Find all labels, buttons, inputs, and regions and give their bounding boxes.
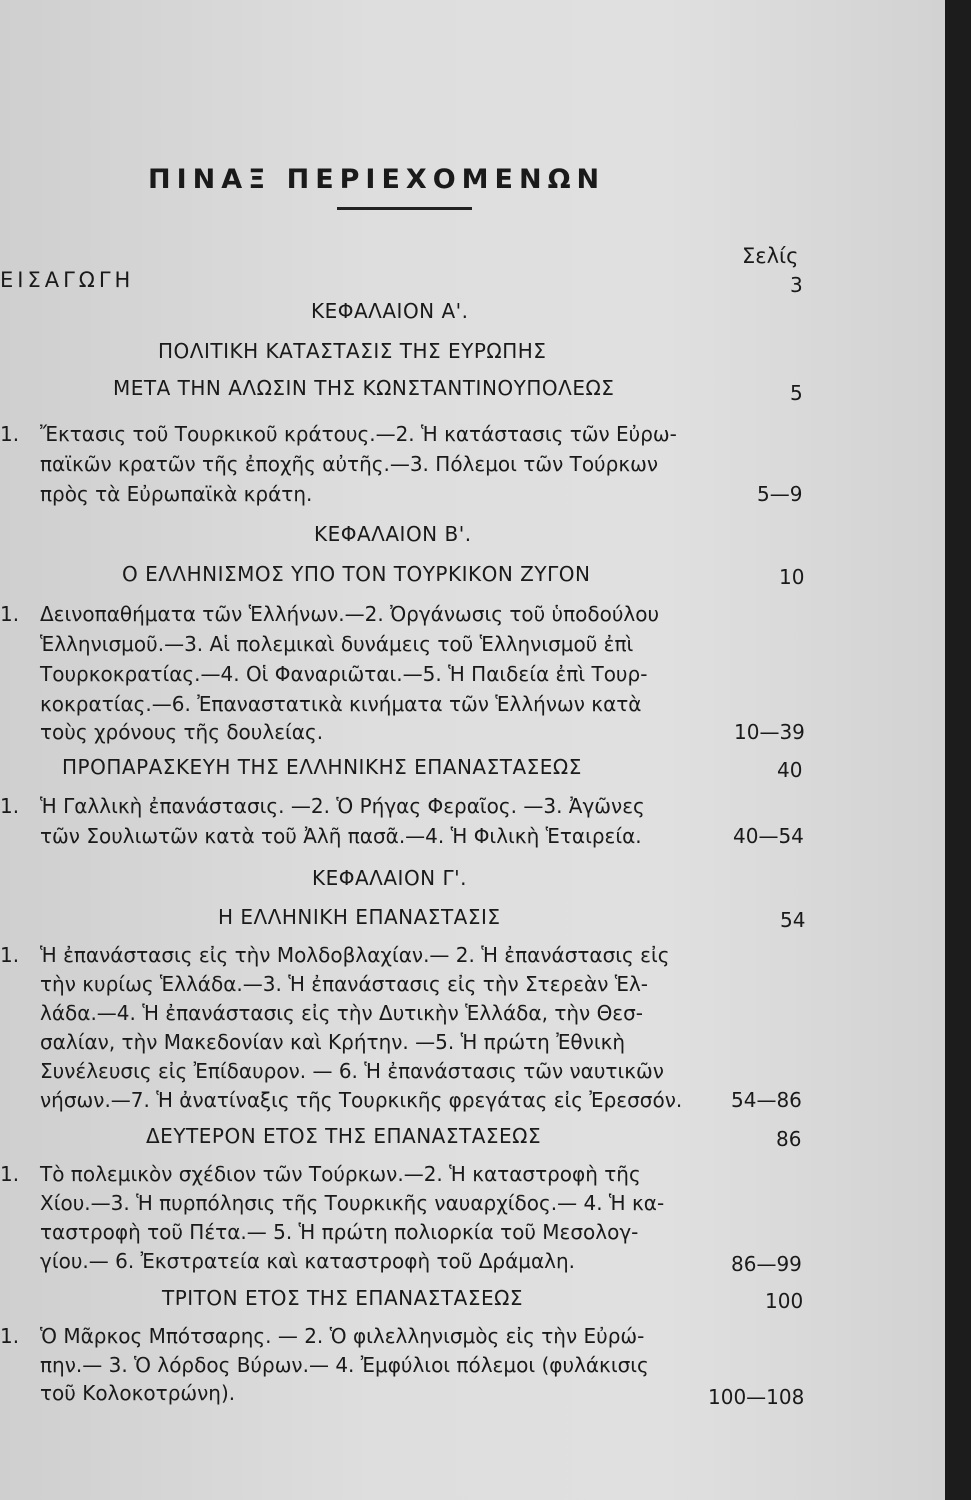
- page-title: ΠΙΝΑΞ ΠΕΡΙΕΧΟΜΕΝΩΝ: [148, 164, 606, 195]
- chapter-c-title: Η ΕΛΛΗΝΙΚΗ ΕΠΑΝΑΣΤΑΣΙΣ: [218, 905, 501, 929]
- preparation-line: Ἡ Γαλλικὴ ἐπανάστασις. —2. Ὁ Ρήγας Φεραῖος. —3. Ἀγῶνες: [40, 794, 645, 818]
- second-year-line: Χίου.—3. Ἡ πυρπόλησις τῆς Τουρκικῆς ναυαρχίδος.— 4. Ἡ κα-: [40, 1191, 665, 1215]
- chapter-a-line: πρὸς τὰ Εὐρωπαϊκὰ κράτη.: [40, 482, 313, 506]
- chapter-a-line: Ἔκτασις τοῦ Τουρκικοῦ κράτους.—2. Ἡ κατάστασις τῶν Εὐρω-: [40, 422, 677, 446]
- second-year-line: Τὸ πολεμικὸν σχέδιον τῶν Τούρκων.—2. Ἡ καταστροφὴ τῆς: [40, 1162, 641, 1186]
- intro-label: ΕΙΣΑΓΩΓΗ: [0, 268, 135, 292]
- chapter-b-line: τοὺς χρόνους τῆς δουλείας.: [40, 720, 324, 744]
- chapter-b-line: κοκρατίας.—6. Ἐπαναστατικὰ κινήματα τῶν Ἑλλήνων κατὰ: [40, 692, 642, 716]
- chapter-b-heading: ΚΕΦΑΛΑΙΟΝ Β'.: [314, 522, 472, 546]
- page-edge-shadow: [945, 0, 971, 1500]
- third-year-line: τοῦ Κολοκοτρώνη).: [40, 1381, 236, 1405]
- preparation-page: 40: [777, 758, 803, 782]
- chapter-b-title-page: 10: [779, 565, 805, 589]
- title-rule: [337, 207, 472, 210]
- third-year-range: 100—108: [708, 1385, 805, 1409]
- chapter-b-range: 10—39: [734, 720, 805, 744]
- chapter-b-item-number: 1.: [0, 602, 20, 626]
- third-year-title: ΤΡΙΤΟΝ ΕΤΟΣ ΤΗΣ ΕΠΑΝΑΣΤΑΣΕΩΣ: [162, 1286, 524, 1310]
- chapter-b-line: Τουρκοκρατίας.—4. Οἱ Φαναριῶται.—5. Ἡ Παιδεία ἐπὶ Τουρ-: [40, 662, 648, 686]
- third-year-line: πην.— 3. Ὁ λόρδος Βύρων.— 4. Ἐμφύλιοι πόλεμοι (φυλάκισις: [40, 1353, 649, 1377]
- chapter-a-item-number: 1.: [0, 422, 20, 446]
- second-year-title: ΔΕΥΤΕΡΟΝ ΕΤΟΣ ΤΗΣ ΕΠΑΝΑΣΤΑΣΕΩΣ: [146, 1124, 542, 1148]
- preparation-line: τῶν Σουλιωτῶν κατὰ τοῦ Ἀλῆ πασᾶ.—4. Ἡ Φιλικὴ Ἑταιρεία.: [40, 824, 642, 848]
- second-year-range: 86—99: [731, 1252, 802, 1276]
- preparation-range: 40—54: [733, 824, 804, 848]
- chapter-c-line: λάδα.—4. Ἡ ἐπανάστασις εἰς τὴν Δυτικὴν Ἑλλάδα, τὴν Θεσ-: [40, 1001, 644, 1025]
- chapter-b-title: Ο ΕΛΛΗΝΙΣΜΟΣ ΥΠΟ ΤΟΝ ΤΟΥΡΚΙΚΟΝ ΖΥΓΟΝ: [122, 562, 591, 586]
- chapter-c-line: νήσων.—7. Ἡ ἀνατίναξις τῆς Τουρκικῆς φρεγάτας εἰς Ἐρεσσόν.: [40, 1088, 683, 1112]
- chapter-c-heading: ΚΕΦΑΛΑΙΟΝ Γ'.: [312, 866, 467, 890]
- chapter-c-line: Ἡ ἐπανάστασις εἰς τὴν Μολδοβλαχίαν.— 2. Ἡ ἐπανάστασις εἰς: [40, 943, 670, 967]
- chapter-b-line: Δεινοπαθήματα τῶν Ἑλλήνων.—2. Ὀργάνωσις τοῦ ὑποδούλου: [40, 602, 660, 626]
- preparation-title: ΠΡΟΠΑΡΑΣΚΕΥΗ ΤΗΣ ΕΛΛΗΝΙΚΗΣ ΕΠΑΝΑΣΤΑΣΕΩΣ: [62, 755, 582, 779]
- second-year-item-number: 1.: [0, 1162, 20, 1186]
- chapter-a-title-1: ΠΟΛΙΤΙΚΗ ΚΑΤΑΣΤΑΣΙΣ ΤΗΣ ΕΥΡΩΠΗΣ: [158, 339, 547, 363]
- second-year-line: γίου.— 6. Ἐκστρατεία καὶ καταστροφὴ τοῦ Δράμαλη.: [40, 1249, 576, 1273]
- chapter-c-line: Συνέλευσις εἰς Ἐπίδαυρον. — 6. Ἡ ἐπανάστασις τῶν ναυτικῶν: [40, 1059, 664, 1083]
- chapter-c-line: τὴν κυρίως Ἑλλάδα.—3. Ἡ ἐπανάστασις εἰς τὴν Στερεὰν Ἑλ-: [40, 972, 648, 996]
- chapter-a-heading: ΚΕΦΑΛΑΙΟΝ Α'.: [311, 299, 469, 323]
- third-year-item-number: 1.: [0, 1324, 20, 1348]
- preparation-item-number: 1.: [0, 794, 20, 818]
- third-year-line: Ὁ Μᾶρκος Μπότσαρης. — 2. Ὁ φιλελληνισμὸς εἰς τὴν Εὐρώ-: [40, 1324, 645, 1348]
- chapter-a-line: παϊκῶν κρατῶν τῆς ἐποχῆς αὐτῆς.—3. Πόλεμοι τῶν Τούρκων: [40, 452, 659, 476]
- second-year-line: ταστροφὴ τοῦ Πέτα.— 5. Ἡ πρώτη πολιορκία τοῦ Μεσολογ-: [40, 1220, 639, 1244]
- third-year-page: 100: [765, 1289, 804, 1313]
- intro-page: 3: [790, 273, 803, 297]
- chapter-c-range: 54—86: [731, 1088, 802, 1112]
- pages-column-header: Σελίς: [742, 244, 799, 268]
- chapter-b-line: Ἑλληνισμοῦ.—3. Αἱ πολεμικαὶ δυνάμεις τοῦ Ἑλληνισμοῦ ἐπὶ: [40, 632, 634, 656]
- chapter-c-title-page: 54: [780, 908, 806, 932]
- chapter-a-range: 5—9: [757, 482, 803, 506]
- chapter-c-item-number: 1.: [0, 943, 20, 967]
- chapter-a-title-page: 5: [790, 381, 803, 405]
- chapter-a-title-2: ΜΕΤΑ ΤΗΝ ΑΛΩΣΙΝ ΤΗΣ ΚΩΝΣΤΑΝΤΙΝΟΥΠΟΛΕΩΣ: [113, 376, 615, 400]
- second-year-page: 86: [776, 1127, 802, 1151]
- chapter-c-line: σαλίαν, τὴν Μακεδονίαν καὶ Κρήτην. —5. Ἡ πρώτη Ἐθνικὴ: [40, 1030, 626, 1054]
